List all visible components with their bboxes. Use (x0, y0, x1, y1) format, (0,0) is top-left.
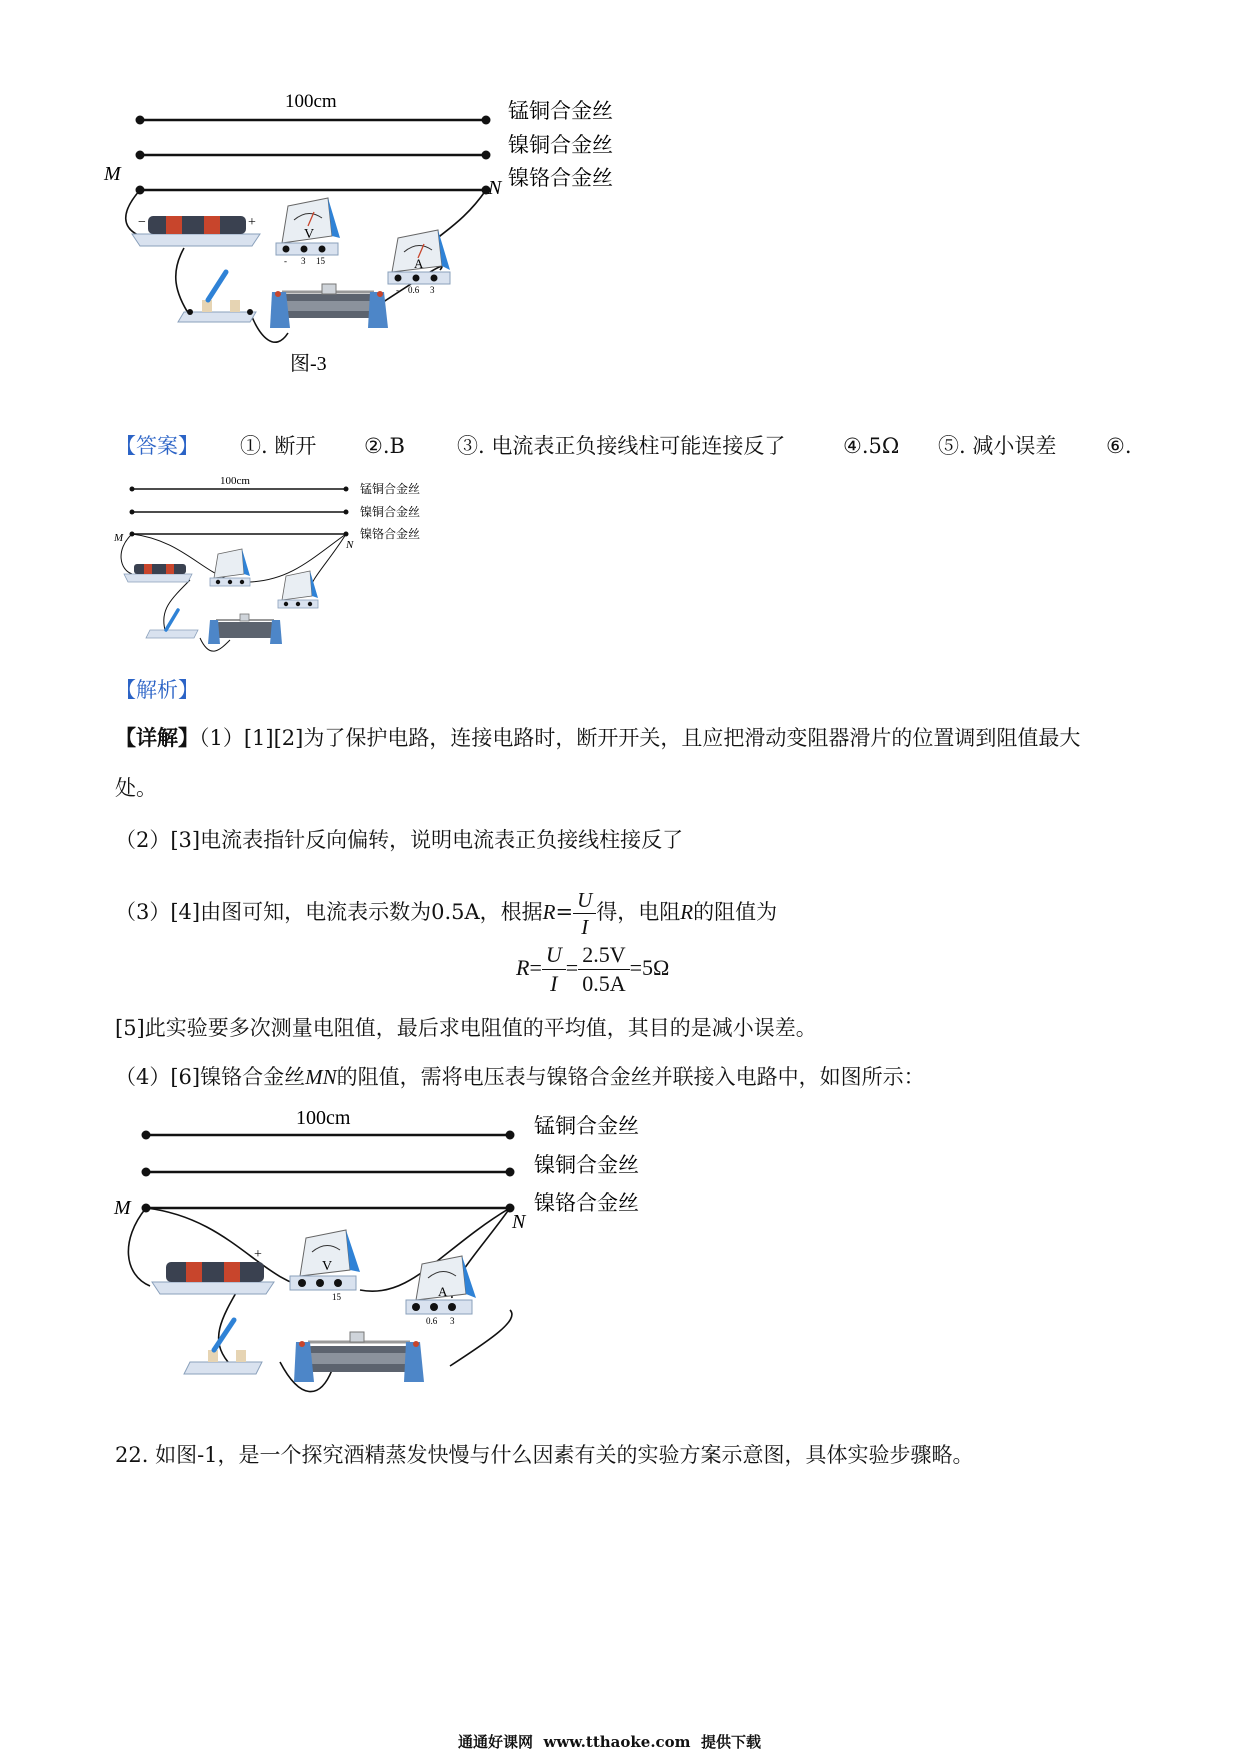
svg-text:15: 15 (332, 1292, 341, 1302)
question-22: 22. 如图-1，是一个探究酒精蒸发快慢与什么因素有关的实验方案示意图，具体实验步骤略。 (115, 1443, 974, 1467)
analysis-label: 【解析】 (115, 678, 199, 702)
svg-text:A: A (438, 1284, 448, 1299)
svg-text:M: M (114, 532, 124, 544)
bottom-wire-label-3: 镍铬合金丝 (534, 1191, 639, 1215)
answer-item-4: ④.5Ω (843, 434, 900, 458)
voltmeter-letter: V (304, 227, 315, 242)
answer-label: 【答案】 (115, 434, 199, 458)
detail-paragraph-3: （3）[4]由图可知，电流表示数为0.5A，根据R= $\frac{U}{I}$ 得，电阻R的阻值为 (115, 888, 778, 939)
wire-label-2: 镍铜合金丝 (508, 133, 613, 157)
footer-source: 通通好课网 www.tthaoke.com 提供下载 (458, 1733, 761, 1751)
answer-wire-label-3: 镍铬合金丝 (360, 527, 421, 541)
answer-item-1: ①. 断开 (240, 434, 317, 458)
voltmeter (276, 198, 340, 266)
ohm-law-fraction: $\frac{U}{I}$ (573, 887, 596, 940)
point-m-label: M (104, 163, 121, 185)
detail-paragraph-5: （4）[6]镍铬合金丝MN的阻值，需将电压表与镍铬合金丝并联接入电路中，如图所示： (115, 1065, 925, 1089)
detail-paragraph-4: [5]此实验要多次测量电阻值，最后求电阻值的平均值，其目的是减小误差。 (115, 1016, 817, 1040)
alloy-wires (136, 116, 491, 195)
svg-text:−: − (138, 215, 146, 230)
detail-paragraph-1b: 处。 (115, 776, 157, 800)
detail-label: 【详解】 (115, 725, 199, 750)
svg-text:3: 3 (430, 285, 435, 295)
svg-text:0.6: 0.6 (408, 285, 420, 295)
answer-item-6: ⑥. (1106, 434, 1132, 458)
svg-text:15: 15 (316, 256, 325, 266)
svg-text:+: + (248, 215, 256, 230)
bottom-wire-label-1: 锰铜合金丝 (534, 1114, 639, 1138)
svg-text:3: 3 (450, 1316, 455, 1326)
detail-paragraph-1: 【详解】（1）[1][2]为了保护电路，连接电路时，断开开关，且应把滑动变阻器滑片的位置调到阻值最大 (115, 725, 1081, 750)
svg-text:V: V (322, 1259, 333, 1274)
answer-wire-label-2: 镍铜合金丝 (360, 505, 421, 519)
wire-label-3: 镍铬合金丝 (508, 166, 613, 190)
ammeter (388, 230, 450, 295)
answer-item-2: ②.B (364, 434, 405, 458)
svg-text:N: N (512, 1211, 526, 1233)
answer-wire-label-1: 锰铜合金丝 (360, 482, 421, 496)
svg-text:+: + (254, 1247, 262, 1262)
length-label: 100cm (285, 91, 337, 112)
detail-paragraph-2: （2）[3]电流表指针反向偏转，说明电流表正负接线柱接反了 (115, 828, 684, 852)
svg-text:-: - (284, 256, 287, 266)
answer-circuit-figure (110, 470, 440, 660)
bottom-length-label: 100cm (296, 1107, 351, 1129)
svg-text:0.6: 0.6 (426, 1316, 438, 1326)
figure-caption: 图-3 (290, 353, 327, 375)
answer-item-5: ⑤. 减小误差 (938, 434, 1057, 458)
battery (132, 215, 260, 246)
answer-length-label: 100cm (220, 475, 250, 487)
svg-text:M: M (114, 1197, 131, 1219)
switch (178, 272, 256, 322)
bottom-wire-label-2: 镍铜合金丝 (534, 1153, 639, 1177)
parallel-voltmeter-circuit (110, 1100, 670, 1430)
rheostat (270, 284, 388, 328)
ammeter-letter: A (414, 256, 424, 271)
resistance-equation: R= $\frac{U}{I}$ = $\frac{2.5V}{0.5A}$ =5Ω (516, 942, 670, 997)
svg-text:N: N (346, 539, 354, 551)
wire-label-1: 锰铜合金丝 (508, 99, 613, 123)
svg-text:3: 3 (301, 256, 306, 266)
point-n-label: N (488, 177, 502, 199)
figure-3-circuit (100, 88, 660, 403)
svg-text:-: - (396, 285, 399, 295)
answer-item-3: ③. 电流表正负接线柱可能连接反了 (457, 434, 786, 458)
